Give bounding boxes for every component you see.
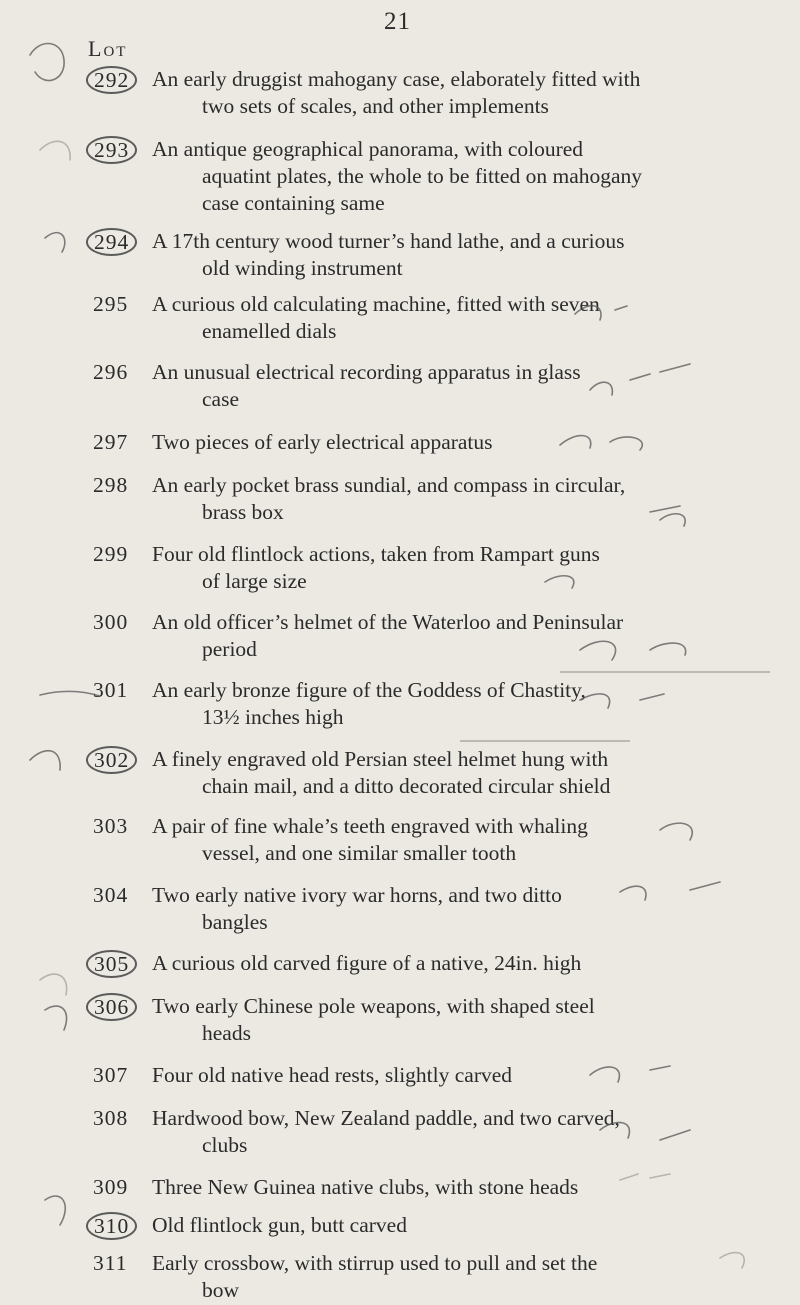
lot-number: 299 [93,542,129,566]
lot-description-line: case [202,387,239,411]
lot-description-line: Two early native ivory war horns, and two ditto [152,883,562,907]
lot-column-label: Lot [88,36,128,61]
lot-number: 297 [93,430,129,454]
lot-description-line: An early druggist mahogany case, elaborately fitted with [152,67,641,91]
lot-description [152,993,712,1047]
lot-description [152,429,712,456]
lot-number: 295 [93,292,129,316]
lot-description [152,1212,712,1239]
lot-description [152,1250,712,1304]
lot-number: 310 [86,1212,137,1240]
lot-description-line: old winding instrument [202,256,403,280]
lot-number: 301 [93,678,129,702]
lot-description-line: Hardwood bow, New Zealand paddle, and two carved, [152,1106,620,1130]
lot-description [152,813,712,867]
lot-description [152,228,712,282]
page-number: 21 [384,8,411,35]
lot-description-line: chain mail, and a ditto decorated circular shield [202,774,611,798]
lot-description [152,882,712,936]
lot-description-line: bangles [202,910,268,934]
lot-description-line: A pair of fine whale’s teeth engraved with whaling [152,814,588,838]
lot-description-line: Old flintlock gun, butt carved [152,1213,407,1237]
lot-description-line: Two early Chinese pole weapons, with shaped steel [152,994,595,1018]
lot-description-line: Three New Guinea native clubs, with stone heads [152,1175,579,1199]
lot-description-line: An early bronze figure of the Goddess of Chastity, [152,678,586,702]
lot-description [152,746,712,800]
lot-number: 309 [93,1175,129,1199]
lot-description [152,950,712,977]
lot-number: 306 [86,993,137,1021]
lot-description-line: of large size [202,569,307,593]
lot-description-line: A curious old carved figure of a native, 24in. high [152,951,582,975]
lot-description [152,359,712,413]
lot-description-line: clubs [202,1133,248,1157]
lot-number: 304 [93,883,129,907]
lot-number: 300 [93,610,129,634]
lot-description [152,541,712,595]
lot-number: 296 [93,360,129,384]
lot-description-line: 13½ inches high [202,705,344,729]
lot-description-line: Four old flintlock actions, taken from Rampart guns [152,542,600,566]
lot-description-line: Four old native head rests, slightly carved [152,1063,513,1087]
lot-number: 303 [93,814,129,838]
lot-number: 308 [93,1106,129,1130]
lot-description [152,291,712,345]
lot-description-line: enamelled dials [202,319,337,343]
lot-description-line: Early crossbow, with stirrup used to pull and set the [152,1251,598,1275]
lot-number: 302 [86,746,137,774]
lot-number: 311 [93,1251,128,1275]
lot-description [152,66,712,120]
lot-description-line: case containing same [202,191,385,215]
lot-description-line: period [202,637,257,661]
lot-description-line: An antique geographical panorama, with coloured [152,137,584,161]
divider-line [560,671,770,673]
lot-description-line: bow [202,1278,240,1302]
lot-description [152,472,712,526]
lot-description-line: two sets of scales, and other implements [202,94,549,118]
lot-number: 305 [86,950,137,978]
lot-number: 293 [86,136,137,164]
lot-description-line: heads [202,1021,251,1045]
lot-description-line: A curious old calculating machine, fitted with seven [152,292,600,316]
lot-description-line: vessel, and one similar smaller tooth [202,841,517,865]
lot-description-line: An old officer’s helmet of the Waterloo and Peninsular [152,610,624,634]
lot-description-line: aquatint plates, the whole to be fitted on mahogany [202,164,643,188]
lot-number: 294 [86,228,137,256]
lot-number: 298 [93,473,129,497]
lot-description-line: A finely engraved old Persian steel helmet hung with [152,747,609,771]
lot-description-line: brass box [202,500,284,524]
lot-description [152,609,712,663]
lot-description [152,1062,712,1089]
lot-description-line: Two pieces of early electrical apparatus [152,430,493,454]
lot-description-line: A 17th century wood turner’s hand lathe, and a curious [152,229,625,253]
lot-description-line: An unusual electrical recording apparatus in glass [152,360,581,384]
lot-number: 292 [86,66,137,94]
lot-description [152,1105,712,1159]
lot-description-line: An early pocket brass sundial, and compass in circular, [152,473,626,497]
lot-description [152,136,712,217]
lot-description [152,677,712,731]
divider-line [460,740,630,742]
lot-number: 307 [93,1063,129,1087]
lot-description [152,1174,712,1201]
